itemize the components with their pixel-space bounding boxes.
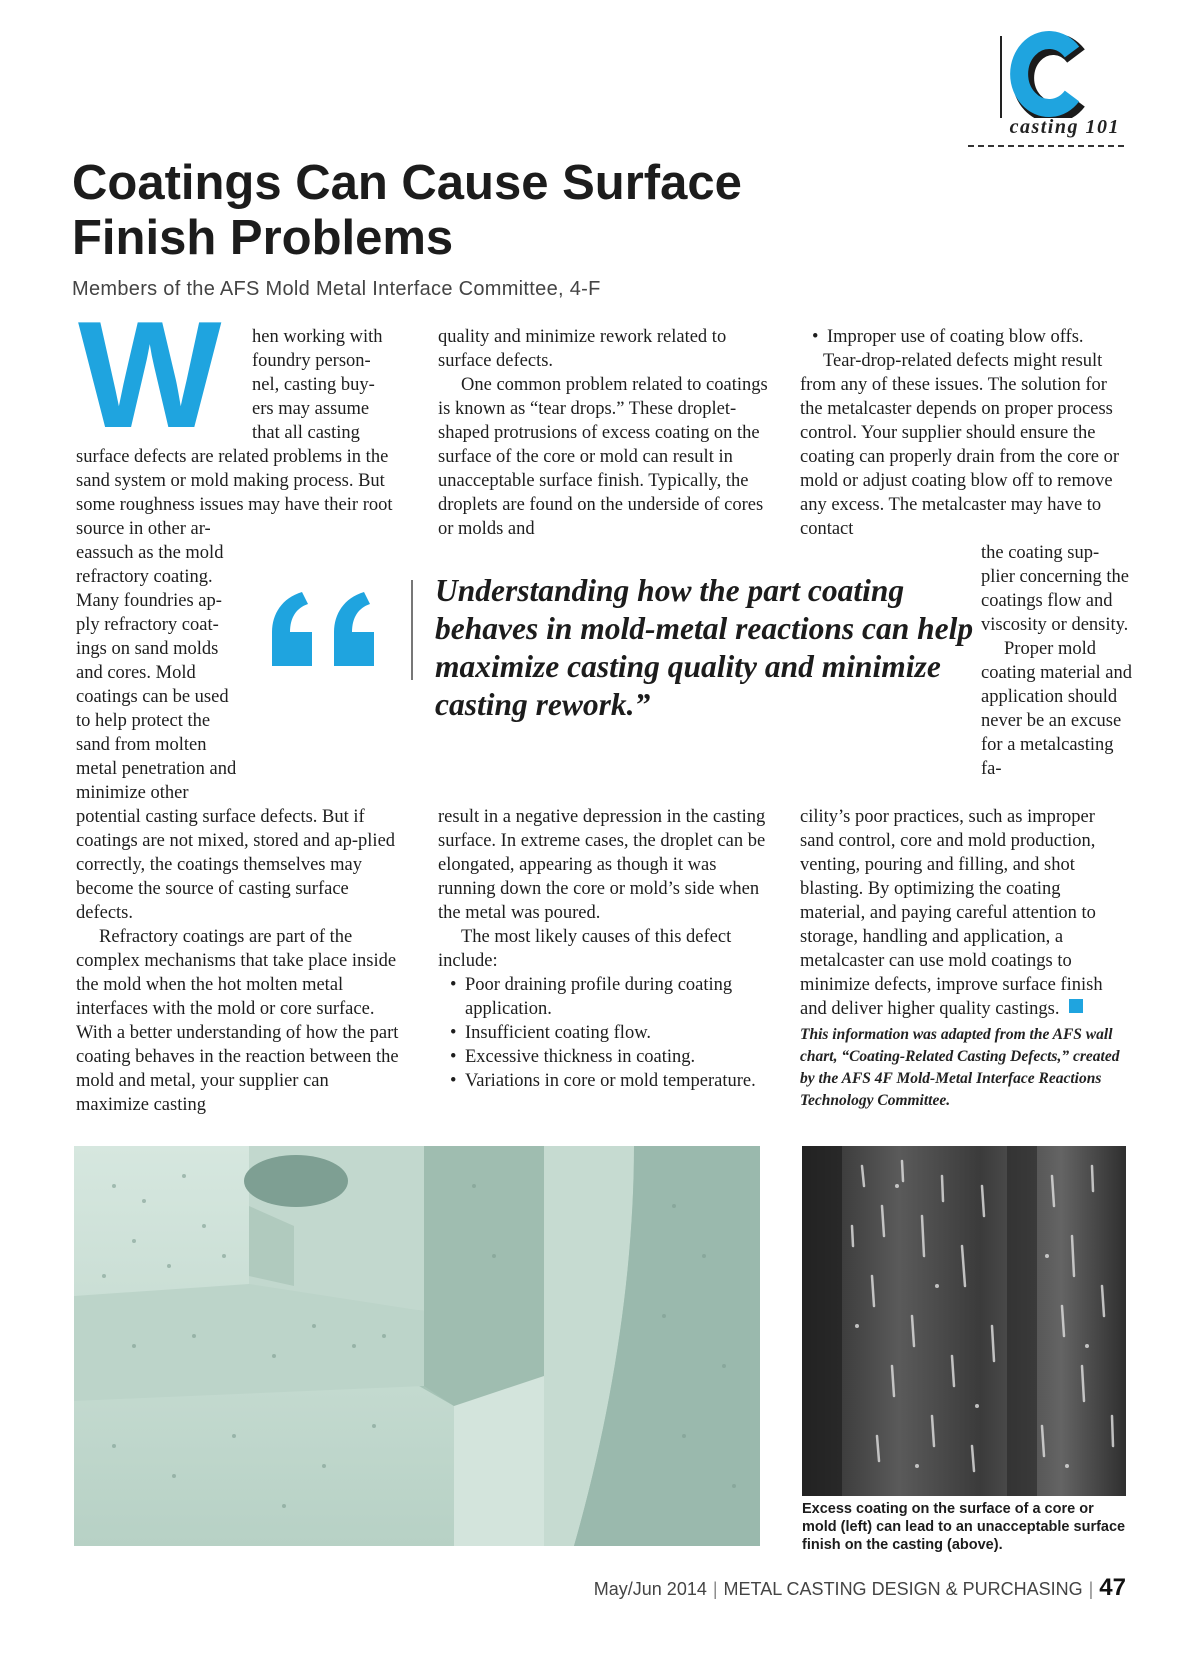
source-credit: This information was adapted from the AFS wall chart, “Coating-Related Casting Defects,” created by the AFS 4F Mold-Metal Interface Reactions Technology Committee. <box>800 1026 1120 1109</box>
article-title <box>72 156 892 266</box>
cause-text: Poor draining profile during coating application. <box>465 975 733 1019</box>
end-mark <box>1069 999 1083 1013</box>
open-quote-icon <box>268 588 388 668</box>
col1-wrap-lines <box>252 325 412 445</box>
cause-text: Excessive thickness in coating. <box>465 1047 696 1067</box>
section-dashed-rule <box>968 145 1124 147</box>
col2-paragraph: The most likely causes of this defect include: <box>438 927 732 971</box>
photo-caption: Excess coating on the surface of a core or mold (left) can lead to an unacceptable surface finish on the casting (above). <box>802 1501 1126 1553</box>
wrap-line: foundry person- <box>252 351 371 371</box>
issue-date: May/Jun 2014 <box>593 1579 707 1599</box>
col3-paragraph: Proper mold coating material and application should never be an excuse for a metalcasting fa- <box>981 639 1133 779</box>
col2-block-a <box>438 325 768 541</box>
wrap-line: that all casting <box>252 423 360 443</box>
cause-list-item: • Improper use of coating blow offs. <box>812 327 1084 347</box>
col2-block-b <box>438 805 768 1093</box>
byline: Members of the AFS Mold Metal Interface Committee, 4-F <box>72 278 601 300</box>
page-footer: May/Jun 2014 | METAL CASTING DESIGN & PURCHASING | 47 <box>593 1574 1126 1601</box>
wrap-line: ers may assume <box>252 399 370 419</box>
col2-paragraph: quality and minimize rework related to surface defects. <box>438 327 727 371</box>
col3-block-a <box>800 325 1130 541</box>
col2-paragraph: result in a negative depression in the casting surface. In extreme cases, the droplet can be elongated, appearing as though it was running down the core or mold’s side when the metal was poured. <box>438 807 766 923</box>
drop-cap: W <box>78 290 222 460</box>
col1-paragraph: eassuch as the mold refractory coating. Many foundries ap-ply refractory coat-ings on sand molds and cores. Mold coatings can be used to help protect the sand from molten metal penetration and minimize other <box>76 543 237 803</box>
cause-text: Improper use of coating blow offs. <box>827 327 1084 347</box>
coated-mold-photo <box>74 1146 760 1546</box>
title-line-1: Coatings Can Cause Surface <box>72 156 742 210</box>
cause-text: Variations in core or mold temperature. <box>465 1071 756 1091</box>
page-number: 47 <box>1099 1574 1126 1601</box>
badge-divider <box>1000 36 1002 118</box>
col1-paragraph: potential casting surface defects. But if coatings are not mixed, stored and ap-plied correctly, the coatings themselves may become the source of casting surface defects. <box>76 807 396 923</box>
wrap-line: nel, casting buy- <box>252 375 375 395</box>
col1-block-a <box>76 445 406 541</box>
col3-paragraph: Tear-drop-related defects might result from any of these issues. The solution for the metalcaster depends on proper process control. Your supplier should ensure the coating can properly drain from the core or mold or adjust coating blow off to remove any excess. The metalcaster may have to contact <box>800 351 1119 539</box>
casting-101-logo <box>1006 30 1088 118</box>
col3-paragraph <box>800 805 1130 1021</box>
title-line-2: Finish Problems <box>72 211 454 265</box>
cause-list-item: • Variations in core or mold temperature. <box>450 1071 756 1091</box>
col1-paragraph: Refractory coatings are part of the complex mechanisms that take place inside the mold when the hot molten metal interfaces with the mold or core surface. With a better understanding of how the part coating behaves in the reaction between the mold and metal, your supplier can maximize casting <box>76 927 399 1115</box>
cause-list-item: • Insufficient coating flow. <box>450 1023 651 1043</box>
col1-paragraph: surface defects are related problems in the sand system or mold making process. But some roughness issues may have their root source in other ar- <box>76 447 393 539</box>
col3-block-b <box>981 541 1133 781</box>
pull-quote-rule <box>411 580 413 680</box>
col1-block-c <box>76 805 406 1117</box>
closing-text: cility’s poor practices, such as improper sand control, core and mold production, venting, pouring and filling, and shot blasting. By optimizing the coating material, and paying careful attention to storage, handling and application, a metalcaster can use mold coatings to minimize defects, improve surface finish and deliver higher quality castings. <box>800 807 1103 1019</box>
col3-paragraph: the coating sup-plier concerning the coatings flow and viscosity or density. <box>981 543 1129 635</box>
col1-block-b <box>76 541 242 805</box>
col2-paragraph: One common problem related to coatings is known as “tear drops.” These droplet-shaped protrusions of excess coating on the surface of the core or mold can result in unacceptable surface finish. Typically, the droplets are found on the underside of cores or molds and <box>438 375 768 539</box>
publication-name: METAL CASTING DESIGN & PURCHASING <box>723 1579 1083 1599</box>
cause-list-item: • Excessive thickness in coating. <box>450 1047 696 1067</box>
pull-quote: Understanding how the part coating behaves in mold-metal reactions can help maximize casting quality and minimize casting rework.” <box>435 573 974 722</box>
cause-text: Insufficient coating flow. <box>465 1023 651 1043</box>
casting-surface-photo <box>802 1146 1126 1496</box>
col3-block-c <box>800 805 1130 1021</box>
section-label: casting 101 <box>1009 116 1120 138</box>
wrap-line: hen working with <box>252 327 383 347</box>
cause-list-item: • Poor draining profile during coating application. <box>450 975 733 1019</box>
